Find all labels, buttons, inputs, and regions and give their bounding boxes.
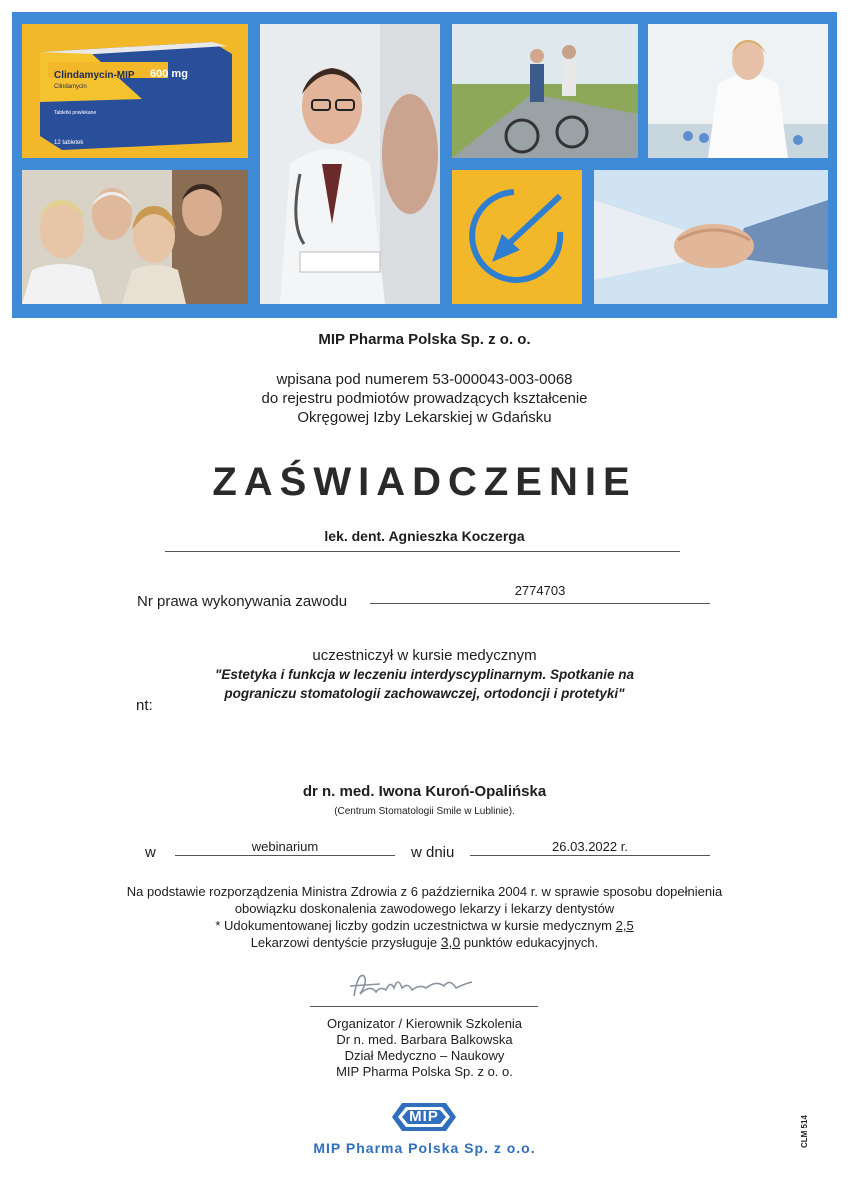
legal-basis [0,883,849,951]
place-label: w [145,844,156,861]
points-prefix: Lekarzowi dentyście przysługuje [250,935,438,950]
product-name: Clindamycin-MIP [54,70,135,81]
document-code: CLM 514 [800,1115,809,1148]
points-line [0,934,849,951]
cycling-couple-photo [452,24,638,158]
product-count: 12 tabletek [54,140,84,146]
lecturer-affiliation: (Centrum Stomatologii Smile w Lublinie). [334,806,515,817]
issuer-registration [0,370,849,427]
product-dose: 600 mg [150,68,188,80]
signature-department: Dział Medyczno – Naukowy [344,1048,505,1063]
handshake-photo [594,170,828,304]
footer-company: MIP Pharma Polska Sp. z o.o. [313,1140,536,1156]
hours-line [0,917,849,934]
place-value: webinarium [251,839,319,854]
handwritten-signature [340,966,500,1006]
participant-underline [165,551,680,552]
course-title-line-2: pograniczu stomatologii zachowawczej, ortodoncji i protetyki" [224,686,625,701]
lecturer-name: dr n. med. Iwona Kuroń-Opalińska [302,783,547,800]
participant-name: lek. dent. Agnieszka Koczerga [324,528,525,544]
license-underline [370,603,710,604]
registration-line-3: Okręgowej Izby Lekarskiej w Gdańsku [297,409,552,426]
date-label: w dniu [411,844,455,861]
topic-label: nt: [136,697,153,714]
course-intro: uczestniczył w kursie medycznym [312,647,537,664]
photo-collage [12,12,837,318]
family-photo [22,170,248,304]
logo-text: MIP [409,1108,439,1125]
certificate-title: ZAŚWIADCZENIE [212,460,637,504]
date-underline [470,855,710,856]
product-box-photo [22,24,248,158]
hours-label: * Udokumentowanej liczby godzin uczestnictwa w kursie medycznym [215,918,612,933]
signature-underline [310,1006,538,1007]
points-value: 3,0 [440,934,461,950]
signature-name: Dr n. med. Barbara Balkowska [336,1032,513,1047]
legal-line-1: Na podstawie rozporządzenia Ministra Zdrowia z 6 października 2004 r. w sprawie sposobu dopełnienia [126,884,723,899]
registration-line-1: wpisana pod numerem 53-000043-003-0068 [276,371,573,388]
course-title [0,665,849,703]
license-number: 2774703 [514,583,566,598]
course-title-line-1: "Estetyka i funkcja w leczeniu interdyscyplinarnym. Spotkanie na [214,667,635,682]
license-label: Nr prawa wykonywania zawodu [137,593,348,610]
legal-line-2: obowiązku doskonalenia zawodowego lekarzy i lekarzy dentystów [234,901,615,916]
registration-line-2: do rejestru podmiotów prowadzących kształcenie [261,390,588,407]
doctor-photo [260,24,440,304]
hours-value: 2,5 [615,918,634,933]
signature-role: Organizator / Kierownik Szkolenia [326,1016,523,1031]
issuer-name: MIP Pharma Polska Sp. z o. o. [318,331,531,348]
date-value: 26.03.2022 r. [552,839,628,854]
signature-block [0,1016,849,1080]
target-arrow-icon [452,170,582,304]
points-suffix: punktów edukacyjnych. [463,935,599,950]
product-subtitle: Clindamycin [54,84,87,90]
signature-company: MIP Pharma Polska Sp. z o. o. [336,1064,513,1079]
product-badge: Tabletki powlekane [54,110,97,116]
lab-scientist-photo [648,24,828,158]
mip-logo [388,1100,460,1134]
place-underline [175,855,395,856]
